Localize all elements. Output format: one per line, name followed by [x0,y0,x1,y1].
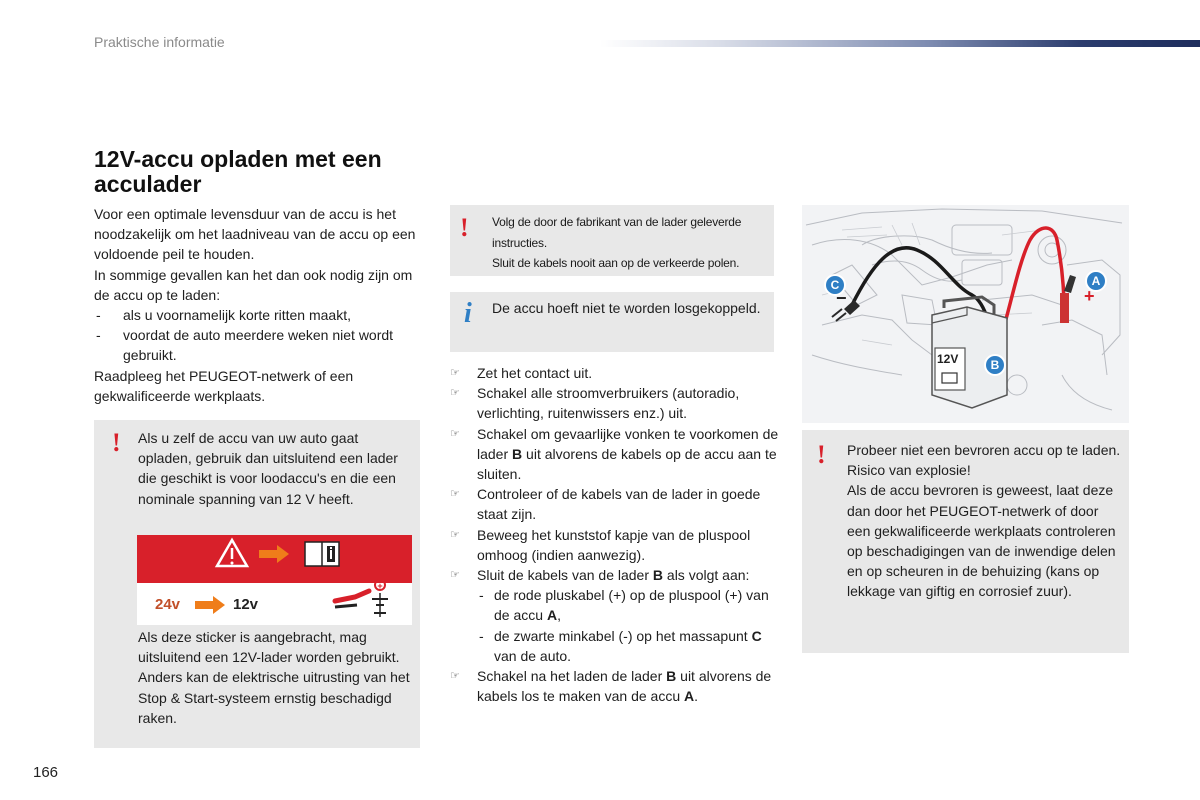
warning-box-instructions [450,205,774,276]
header-gradient-bar [600,40,1200,47]
sticker-voltage-24v: 24v [155,596,181,613]
step-item: ☞ Beweeg het kunststof kapje van de pluspool omhoog (indien aanwezig). [450,526,751,563]
sub-list [477,585,780,666]
diagram-label-c: C [830,278,840,292]
jumper-clamp-icon [335,580,388,617]
plus-sign: + [1084,286,1095,306]
step-item: ☞ Schakel om gevaarlijke vonken te voorkomen de lader B uit alvorens de kabels op de accu aan te sluiten. [450,425,779,483]
pointing-hand-icon: ☞ [450,367,460,379]
arrow-right-icon [259,545,289,563]
warning-triangle-icon [217,540,247,566]
warning-line-1: Volg de door de fabrikant van de lader geleverde instructies. [492,215,742,250]
warning-icon: ! [817,440,826,469]
diagram-label-a: A [1091,274,1101,288]
intro-paragraph-2: In sommige gevallen kan het dan ook nodig zijn om de accu op te laden: [94,266,413,303]
warning-icon: ! [112,428,121,457]
step-item: ☞ Schakel na het laden de lader B uit alvorens de kabels los te maken van de accu A. [450,668,772,705]
list-item: - als u voornamelijk korte ritten maakt, [94,305,424,325]
info-icon: i [464,298,472,329]
sticker-explanation: Als deze sticker is aangebracht, mag uitsluitend een 12V-lader worden gebruikt. Anders kan de elektrische uitrusting van het Stop & Start-systeem ernstig beschadigd raken. [138,629,410,726]
page-number: 166 [33,764,59,781]
svg-text:+: + [377,581,383,591]
voltage-sticker-image [137,535,412,625]
warning-icon: ! [460,213,469,242]
step-item: ☞ Controleer of de kabels van de lader in goede staat zijn. [450,486,761,523]
pointing-hand-icon: ☞ [450,569,460,582]
pointing-hand-icon: ☞ [450,670,460,683]
warning-text: Probeer niet een bevroren accu op te laden. Risico van explosie! Als de accu bevroren is geweest, laat deze dan door het PEUGEOT-netwerk of door een gekwalificeerde werkplaats controleren op beschadigingen van de inwendige delen en op scheuren in de behuizing (kans op lekkage van giftig en corrosief zuur). [847,442,1121,600]
warning-text: Als u zelf de accu van uw auto gaat opladen, gebruik dan uitsluitend een lader die geschikt is voor loodaccu's en die een nominale spanning van 12 V heeft. [138,430,398,507]
sticker-voltage-12v: 12v [233,596,259,613]
intro-paragraph-1: Voor een optimale levensduur van de accu is het noodzakelijk om het laadniveau van de accu op een voldoende peil te houden. [94,206,416,263]
procedure-steps [450,363,780,706]
list-item: - voordat de auto meerdere weken niet wordt gebruikt. [94,325,424,365]
info-box [450,292,774,352]
pointing-hand-icon: ☞ [450,387,460,400]
warning-line-2: Sluit de kabels nooit aan op de verkeerde polen. [492,256,740,270]
charger-voltage-label: 12V [937,352,959,366]
page-title: 12V-accu opladen met een acculader [94,146,382,197]
sub-list-item: - de zwarte minkabel (-) op het massapunt C van de auto. [477,626,780,666]
section-header: Praktische informatie [94,34,225,50]
pointing-hand-icon: ☞ [450,427,460,440]
sub-list-item: - de rode pluskabel (+) op de pluspool (+) van de accu A, [477,585,780,625]
minus-sign: − [836,288,847,308]
warning-box-frozen-battery [802,430,1129,653]
step-item: ☞ Zet het contact uit. [450,363,780,383]
intro-section [94,204,424,406]
pointing-hand-icon: ☞ [450,528,460,541]
warning-text [492,212,772,274]
arrow-right-icon [195,596,225,614]
pointing-hand-icon: ☞ [450,488,460,501]
intro-paragraph-3: Raadpleeg het PEUGEOT-netwerk of een gekwalificeerde werkplaats. [94,367,354,404]
step-item: ☞ Schakel alle stroomverbruikers (autoradio, verlichting, ruitenwissers enz.) uit. [450,385,740,422]
engine-bay-charging-diagram [802,205,1129,423]
diagram-label-b: B [990,358,1000,372]
info-text: De accu hoeft niet te worden losgekoppeld. [492,300,761,316]
manual-book-icon [305,542,339,566]
intro-list [94,305,424,366]
step-item: ☞ Sluit de kabels van de lader B als volgt aan: - de rode pluskabel (+) op de pluspool (+) van de accu A, - de zwarte minkabel (-) op het massapunt C van de auto. [450,565,780,666]
